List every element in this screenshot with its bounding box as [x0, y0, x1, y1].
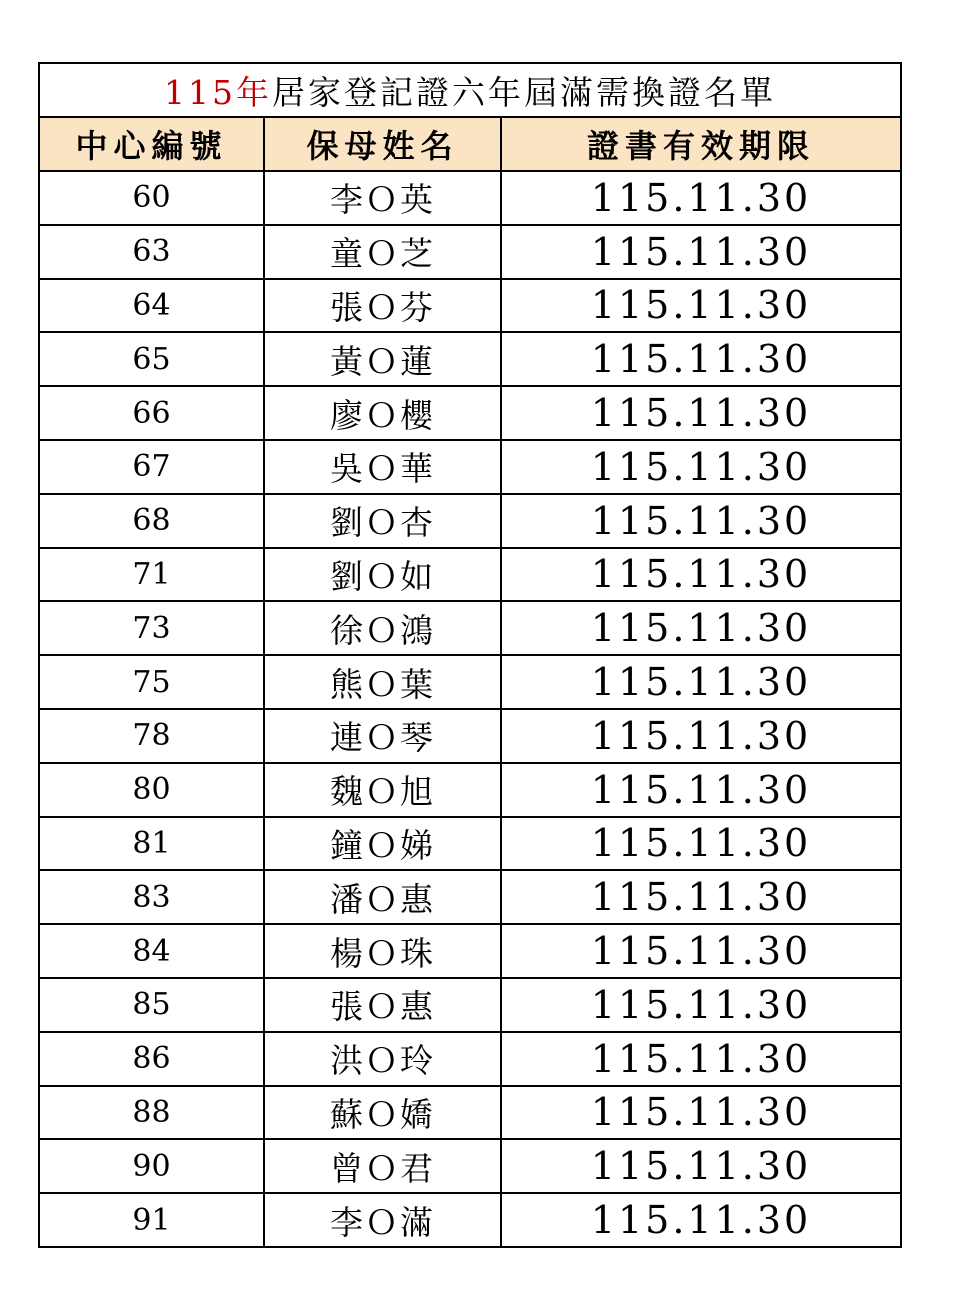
expiry-date-cell: 115.11.30	[501, 924, 901, 978]
table-row	[39, 548, 901, 602]
caregiver-name-cell: 廖Ｏ櫻	[264, 386, 501, 440]
table-row	[39, 763, 901, 817]
expiry-date-cell: 115.11.30	[501, 386, 901, 440]
expiry-date-cell: 115.11.30	[501, 548, 901, 602]
expiry-date-cell: 115.11.30	[501, 1086, 901, 1140]
center-id-cell: 73	[39, 601, 264, 655]
expiry-date-cell: 115.11.30	[501, 978, 901, 1032]
header-certificate-expiry: 證書有效期限	[501, 117, 901, 171]
center-id-cell: 75	[39, 655, 264, 709]
header-center-id: 中心編號	[39, 117, 264, 171]
center-id-cell: 91	[39, 1193, 264, 1247]
center-id-cell: 88	[39, 1086, 264, 1140]
caregiver-name-cell: 李Ｏ滿	[264, 1193, 501, 1247]
caregiver-name-cell: 劉Ｏ如	[264, 548, 501, 602]
center-id-cell: 67	[39, 440, 264, 494]
expiry-date-cell: 115.11.30	[501, 171, 901, 225]
table-row	[39, 924, 901, 978]
table-row	[39, 817, 901, 871]
caregiver-name-cell: 洪Ｏ玲	[264, 1032, 501, 1086]
expiry-date-cell: 115.11.30	[501, 1193, 901, 1247]
table-row	[39, 870, 901, 924]
expiry-date-cell: 115.11.30	[501, 440, 901, 494]
expiry-date-cell: 115.11.30	[501, 601, 901, 655]
table-row	[39, 225, 901, 279]
caregiver-name-cell: 連Ｏ琴	[264, 709, 501, 763]
table-row	[39, 1139, 901, 1193]
header-row	[39, 117, 901, 171]
center-id-cell: 60	[39, 171, 264, 225]
caregiver-name-cell: 黃Ｏ蓮	[264, 332, 501, 386]
center-id-cell: 66	[39, 386, 264, 440]
caregiver-name-cell: 吳Ｏ華	[264, 440, 501, 494]
center-id-cell: 80	[39, 763, 264, 817]
table-row	[39, 440, 901, 494]
table-row	[39, 171, 901, 225]
expiry-date-cell: 115.11.30	[501, 279, 901, 333]
expiry-date-cell: 115.11.30	[501, 763, 901, 817]
table-row	[39, 332, 901, 386]
center-id-cell: 85	[39, 978, 264, 1032]
table-row	[39, 494, 901, 548]
center-id-cell: 63	[39, 225, 264, 279]
caregiver-name-cell: 魏Ｏ旭	[264, 763, 501, 817]
expiry-date-cell: 115.11.30	[501, 870, 901, 924]
caregiver-name-cell: 劉Ｏ杏	[264, 494, 501, 548]
caregiver-name-cell: 張Ｏ芬	[264, 279, 501, 333]
center-id-cell: 65	[39, 332, 264, 386]
table-row	[39, 1086, 901, 1140]
header-caregiver-name: 保母姓名	[264, 117, 501, 171]
center-id-cell: 90	[39, 1139, 264, 1193]
expiry-date-cell: 115.11.30	[501, 1032, 901, 1086]
caregiver-name-cell: 熊Ｏ葉	[264, 655, 501, 709]
title-year: 115年	[164, 72, 273, 112]
renewal-list-table	[38, 62, 902, 1248]
caregiver-name-cell: 張Ｏ惠	[264, 978, 501, 1032]
expiry-date-cell: 115.11.30	[501, 225, 901, 279]
table-row	[39, 655, 901, 709]
expiry-date-cell: 115.11.30	[501, 332, 901, 386]
center-id-cell: 64	[39, 279, 264, 333]
expiry-date-cell: 115.11.30	[501, 709, 901, 763]
center-id-cell: 86	[39, 1032, 264, 1086]
center-id-cell: 81	[39, 817, 264, 871]
table-row	[39, 1032, 901, 1086]
center-id-cell: 84	[39, 924, 264, 978]
caregiver-name-cell: 徐Ｏ鴻	[264, 601, 501, 655]
expiry-date-cell: 115.11.30	[501, 494, 901, 548]
center-id-cell: 78	[39, 709, 264, 763]
expiry-date-cell: 115.11.30	[501, 817, 901, 871]
table-title	[39, 63, 901, 117]
caregiver-name-cell: 蘇Ｏ嬌	[264, 1086, 501, 1140]
table-row	[39, 709, 901, 763]
table-row	[39, 601, 901, 655]
table-row	[39, 386, 901, 440]
caregiver-name-cell: 楊Ｏ珠	[264, 924, 501, 978]
table-row	[39, 279, 901, 333]
caregiver-name-cell: 童Ｏ芝	[264, 225, 501, 279]
center-id-cell: 68	[39, 494, 264, 548]
table-row	[39, 978, 901, 1032]
center-id-cell: 71	[39, 548, 264, 602]
table-row	[39, 1193, 901, 1247]
caregiver-name-cell: 鐘Ｏ娣	[264, 817, 501, 871]
caregiver-name-cell: 曾Ｏ君	[264, 1139, 501, 1193]
center-id-cell: 83	[39, 870, 264, 924]
title-text: 居家登記證六年屆滿需換證名單	[272, 72, 777, 112]
caregiver-name-cell: 潘Ｏ惠	[264, 870, 501, 924]
expiry-date-cell: 115.11.30	[501, 1139, 901, 1193]
caregiver-name-cell: 李Ｏ英	[264, 171, 501, 225]
title-row	[39, 63, 901, 117]
expiry-date-cell: 115.11.30	[501, 655, 901, 709]
